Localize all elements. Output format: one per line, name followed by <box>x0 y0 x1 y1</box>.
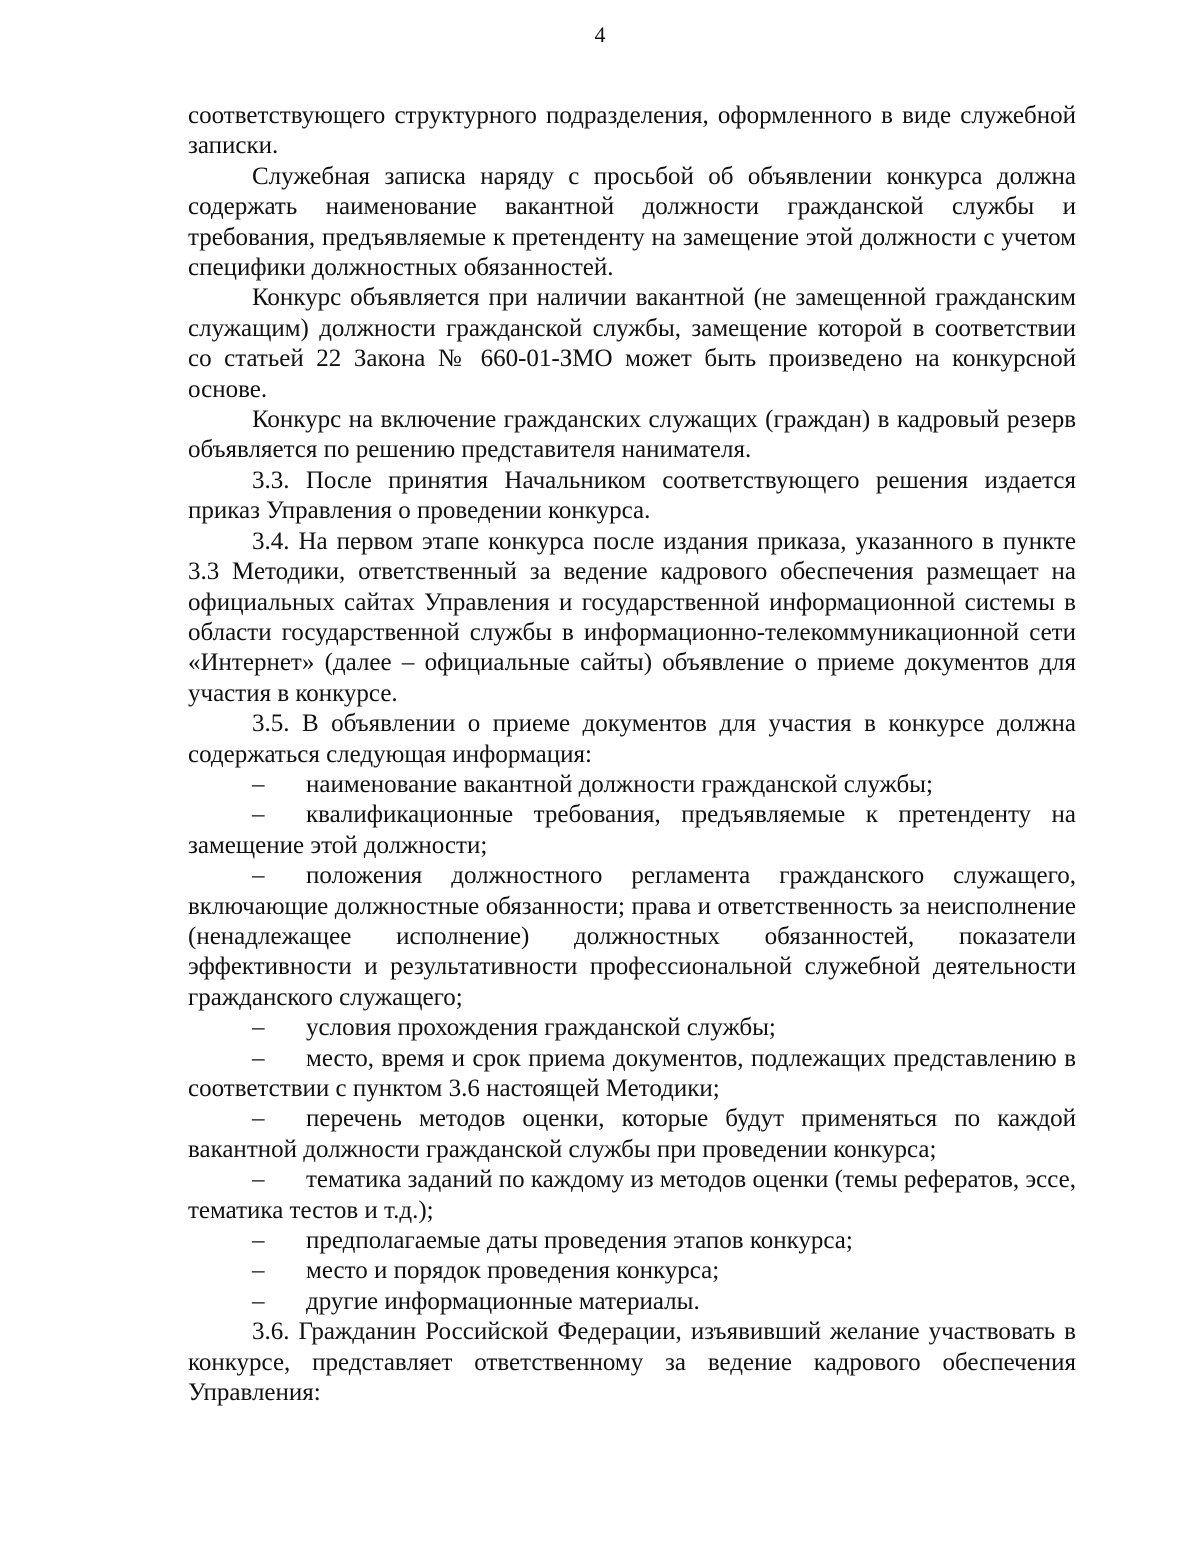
list-dash: – <box>252 1257 265 1285</box>
list-item-text: положения должностного регламента гражданского служащего, включающие должностные обязанности; права и ответственность за неисполнение (ненадлежащее исполнение) должностных обязанностей, показатели эффективности и результативности профессиональной служебной деятельности гражданского служащего; <box>188 862 1076 1011</box>
list-item <box>188 1104 1076 1165</box>
list-item-text: квалификационные требования, предъявляемые к претенденту на замещение этой должности; <box>188 801 1076 859</box>
list-item <box>188 1044 1076 1105</box>
list-item <box>188 861 1076 1013</box>
list-dash: – <box>252 1287 265 1315</box>
list-dash: – <box>252 1227 265 1255</box>
list-item <box>188 1165 1076 1226</box>
page-number: 4 <box>594 22 606 47</box>
list-item-text: предполагаемые даты проведения этапов конкурса; <box>306 1227 853 1255</box>
list-item-text: условия прохождения гражданской службы; <box>306 1014 776 1042</box>
list-dash: – <box>252 862 265 890</box>
list-dash: – <box>252 1044 265 1072</box>
paragraph-continuation: соответствующего структурного подразделения, оформленного в виде служебной записки. <box>188 102 1076 160</box>
paragraph-3-4: 3.4. На первом этапе конкурса после издания приказа, указанного в пункте 3.3 Методики, ответственный за ведение кадрового обеспечения размещает на официальных сайтах Управления и государственной информационной системы в области государственной службы в информационно-телекоммуникационной сети «Интернет» (далее – официальные сайты) объявление о приеме документов для участия в конкурсе. <box>188 527 1076 707</box>
list-item-text: перечень методов оценки, которые будут применяться по каждой вакантной должности гражданской службы при проведении конкурса; <box>188 1105 1076 1163</box>
list-item-text: другие информационные материалы. <box>306 1287 700 1315</box>
paragraph-3-5: 3.5. В объявлении о приеме документов для участия в конкурсе должна содержаться следующая информация: <box>188 710 1076 768</box>
list-dash: – <box>252 801 265 829</box>
paragraph-memo-requirements: Служебная записка наряду с просьбой об объявлении конкурса должна содержать наименование вакантной должности гражданской службы и требования, предъявляемые к претенденту на замещение этой должности с учетом специфики должностных обязанностей. <box>188 162 1076 282</box>
paragraph-contest-announcement: Конкурс объявляется при наличии вакантной (не замещенной гражданским служащим) должности гражданской службы, замещение которой в соответствии со статьей 22 Закона № 660-01-ЗМО может быть произведено на конкурсной основе. <box>188 284 1076 403</box>
paragraph-3-3: 3.3. После принятия Начальником соответствующего решения издается приказ Управления о проведении конкурса. <box>188 466 1076 525</box>
paragraph-reserve-contest: Конкурс на включение гражданских служащих (граждан) в кадровый резерв объявляется по решению представителя нанимателя. <box>188 406 1076 464</box>
list-dash: – <box>252 770 265 798</box>
announcement-info-list <box>188 770 1076 1317</box>
list-dash: – <box>252 1105 265 1133</box>
list-dash: – <box>252 1166 265 1194</box>
document-body <box>188 101 1076 1408</box>
list-item <box>188 1287 1076 1317</box>
list-item <box>188 1226 1076 1256</box>
list-item <box>188 800 1076 861</box>
list-item-text: место и порядок проведения конкурса; <box>306 1257 720 1285</box>
list-item-text: тематика заданий по каждому из методов оценки (темы рефератов, эссе, тематика тестов и т.д.); <box>188 1166 1076 1224</box>
list-item-text: место, время и срок приема документов, подлежащих представлению в соответствии с пунктом 3.6 настоящей Методики; <box>188 1044 1076 1102</box>
list-item <box>188 1256 1076 1286</box>
list-dash: – <box>252 1014 265 1042</box>
list-item <box>188 770 1076 800</box>
paragraph-3-6: 3.6. Гражданин Российской Федерации, изъявивший желание участвовать в конкурсе, представляет ответственному за ведение кадрового обеспечения Управления: <box>188 1318 1076 1407</box>
list-item <box>188 1013 1076 1043</box>
list-item-text: наименование вакантной должности гражданской службы; <box>306 770 933 798</box>
